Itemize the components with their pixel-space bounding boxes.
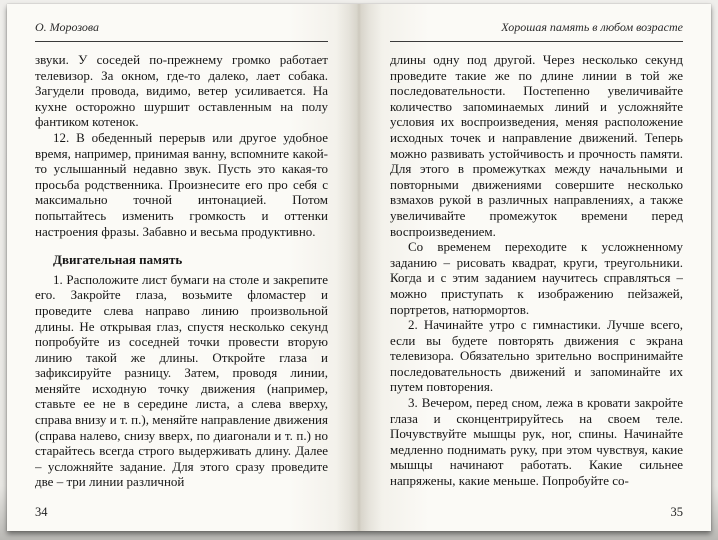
header-rule-left bbox=[35, 41, 328, 42]
page-left bbox=[7, 4, 359, 531]
paragraph-continuation: длины одну под другой. Через несколько секунд проведите такие же по длине линии в той же последовательности. Постепенно увеличивайте количество запоминаемых линий и усложняйте условия их воспроизведения, меняя расположение исходных точек и направление движений. Теперь можно развивать устойчивость и прочность памяти. Для этого в промежутках между начальными и повторными движениями совершите несколько взмахов рукой в различных направлениях, а также увеличивайте промежуток времени перед воспроизведением. bbox=[390, 52, 683, 239]
book-spread bbox=[7, 4, 711, 531]
page-number-left: 34 bbox=[35, 505, 48, 519]
running-header-book-title: Хорошая память в любом возрасте bbox=[501, 20, 683, 34]
paragraph-item-1: 1. Расположите лист бумаги на столе и закрепите его. Закройте глаза, возьмите фломастер и проведите слева направо линию произвольной длины. Не открывая глаз, спустя несколько секунд попробуйте из соседней точки провести вторую линию такой же длины. Откройте глаза и зафиксируйте разницу. Затем, проводя линии, меняйте исходную точку движения (например, ставьте ее не в середине листа, а слева вверху, справа внизу и т. п.), меняйте направление движения (справа налево, снизу вверх, по диагонали и т. п.) но старайтесь всегда строго выдерживать длину. Далее – усложняйте задание. Для этого сразу проведите две – три линии различной bbox=[35, 271, 328, 490]
running-header-author: О. Морозова bbox=[35, 20, 99, 34]
section-heading-motor-memory: Двигательная память bbox=[53, 252, 183, 268]
paragraph-continuation: звуки. У соседей по-прежнему громко работает телевизор. За окном, где-то далеко, лает собака. Загудели провода, видимо, ветер усиливается. На кухне осторожно шуршит оставленным на полу фантиком котенок. bbox=[35, 52, 328, 130]
paragraph-item-3: 3. Вечером, перед сном, лежа в кровати закройте глаза и сконцентрируйтесь на своем теле. Почувствуйте мышцы рук, ног, спины. Начинайте медленно поднимать руку, при этом чувствуя, какие мышцы начинают работать. Какие сильнее напряжены, какие меньше. Попробуйте со- bbox=[390, 395, 683, 489]
page-number-right: 35 bbox=[670, 505, 683, 519]
page-right-body bbox=[390, 52, 683, 504]
paragraph: Со временем переходите к усложненному заданию – рисовать квадрат, круги, треугольники. Когда и с этим заданием научитесь справляться – можно приступать к изображению пейзажей, портретов, натюрмортов. bbox=[390, 239, 683, 317]
page-left-body bbox=[35, 52, 328, 504]
page-right bbox=[359, 4, 711, 531]
header-rule-right bbox=[390, 41, 683, 42]
paragraph-item-12: 12. В обеденный перерыв или другое удобное время, например, принимая ванну, вспомните какой-то услышанный недавно звук. Пусть это какая-то просьба родственника. Произнесите его про себя с максимально точной интонацией. Потом попытайтесь изменить громкость и оттенки настроения фразы. Забавно и весьма продуктивно. bbox=[35, 129, 328, 239]
paragraph-item-2: 2. Начинайте утро с гимнастики. Лучше всего, если вы будете повторять движения с экрана телевизора. Обязательно зрительно воспринимайте последовательность движений и запоминайте их путем повторения. bbox=[390, 317, 683, 395]
